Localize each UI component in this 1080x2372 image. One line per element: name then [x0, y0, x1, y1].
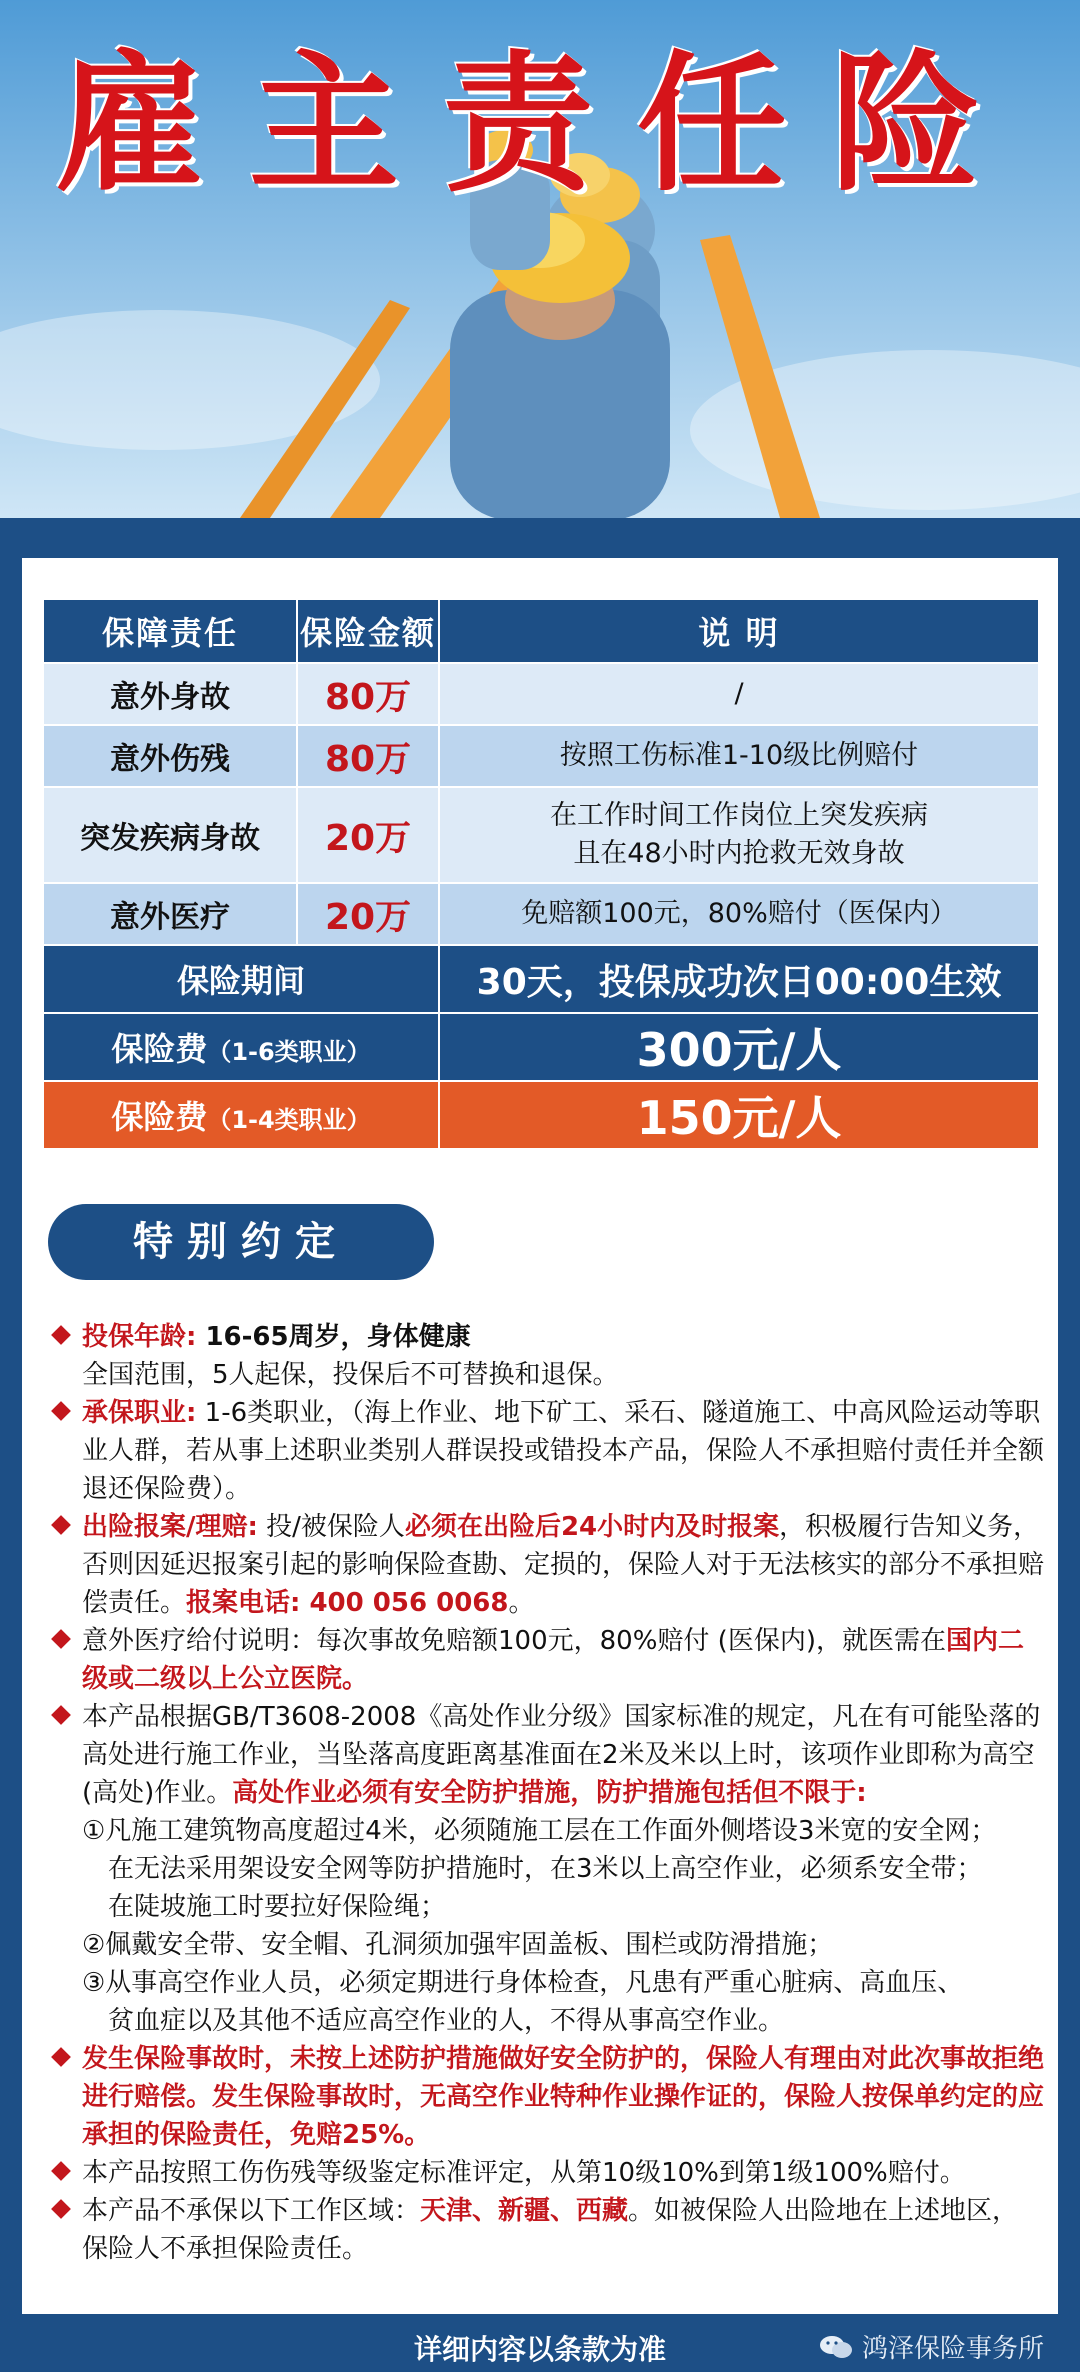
period-row [43, 945, 1039, 1013]
list-item: 本产品根据GB/T3608-2008《高处作业分级》国家标准的规定，凡在有可能坠落的高处进行施工作业，当坠落高度距离基准面在2米及米以上时，该项作业即称为高空 (高处)作业。高处作业必须有安全防护措施，防护措施包括但不限于: [48, 1698, 1044, 1812]
list-item: 投保年龄: 16-65周岁，身体健康 全国范围，5人起保，投保后不可替换和退保。 [48, 1318, 1044, 1394]
watermark-text: 鸿泽保险事务所 [861, 2334, 1044, 2364]
watermark [818, 2328, 1044, 2365]
header-amount: 保险金额 [297, 599, 439, 663]
premium-note: （1-6类职业） [207, 1038, 371, 1066]
premium-row-1 [43, 1013, 1039, 1081]
hero-title: 雇主责任险 [54, 38, 1025, 212]
list-item: 发生保险事故时，未按上述防护措施做好安全防护的，保险人有理由对此次事故拒绝进行赔偿。发生保险事故时，无高空作业特种作业操作证的，保险人按保单约定的应承担的保险责任，免赔25%。 [48, 2040, 1044, 2154]
table-row: 意外身故 80万 / [43, 663, 1039, 725]
wechat-icon [818, 2334, 854, 2360]
desc-line: 且在48小时内抢救无效身故 [573, 838, 905, 869]
table-header-row [43, 599, 1039, 663]
hero-banner [0, 0, 1080, 518]
measure-item: ①凡施工建筑物高度超过4米，必须随施工层在工作面外侧塔设3米宽的安全网； [82, 1816, 997, 1846]
measure-item: ②佩戴安全带、安全帽、孔洞须加强牢固盖板、围栏或防滑措施； [82, 1930, 834, 1960]
diamond-bullet-icon [51, 1705, 71, 1725]
list-item: 出险报案/理赔: 投/被保险人必须在出险后24小时内及时报案，积极履行告知义务，否则因延迟报案引起的影响保险查勘、定损的，保险人对于无法核实的部分不承担赔偿责任。报案电话: 400 056 0068。 [48, 1508, 1044, 1622]
premium-value: 300元/人 [439, 1013, 1039, 1081]
table-row: 意外医疗 20万 免赔额100元，80%赔付（医保内） [43, 883, 1039, 945]
table-row: 突发疾病身故 20万 在工作时间工作岗位上突发疾病 且在48小时内抢救无效身故 [43, 787, 1039, 883]
premium-note: （1-4类职业） [207, 1106, 371, 1134]
list-item: 承保职业: 1-6类职业，（海上作业、地下矿工、采石、隧道施工、中高风险运动等职业人群，若从事上述职业类别人群误投或错投本产品，保险人不承担赔付责任并全额退还保险费）。 [48, 1394, 1044, 1508]
diamond-bullet-icon [51, 2047, 71, 2067]
premium-label: 保险费 [111, 1098, 208, 1136]
special-terms-title: 特别约定 [48, 1204, 434, 1280]
premium-row-2 [43, 1081, 1039, 1149]
diamond-bullet-icon [51, 1401, 71, 1421]
measure-item: 在无法采用架设安全网等防护措施时，在3米以上高空作业，必须系安全带； [108, 1854, 983, 1884]
header-description: 说 明 [439, 599, 1039, 663]
premium-value: 150元/人 [439, 1081, 1039, 1149]
period-label: 保险期间 [43, 945, 439, 1013]
list-item: 本产品不承保以下工作区域：天津、新疆、西藏。如被保险人出险地在上述地区，保险人不承担保险责任。 [48, 2192, 1044, 2268]
period-value: 30天，投保成功次日00:00生效 [439, 945, 1039, 1013]
diamond-bullet-icon [51, 1629, 71, 1649]
diamond-bullet-icon [51, 2199, 71, 2219]
table-row: 意外伤残 80万 按照工伤标准1-10级比例赔付 [43, 725, 1039, 787]
diamond-bullet-icon [51, 1325, 71, 1345]
measure-item: 在陡坡施工时要拉好保险绳； [108, 1892, 447, 1922]
footer [0, 2322, 1080, 2372]
diamond-bullet-icon [51, 1515, 71, 1535]
footer-note: 详细内容以条款为准 [413, 2333, 666, 2366]
claims-phone: 报案电话: 400 056 0068 [186, 1588, 509, 1618]
premium-label: 保险费 [111, 1030, 208, 1068]
diamond-bullet-icon [51, 2161, 71, 2181]
desc-line: 在工作时间工作岗位上突发疾病 [550, 800, 928, 831]
measure-item: ③从事高空作业人员，必须定期进行身体检查，凡患有严重心脏病、高血压、 [82, 1968, 964, 1998]
measure-item: 贫血症以及其他不适应高空作业的人，不得从事高空作业。 [108, 2006, 785, 2036]
list-item: 本产品按照工伤伤残等级鉴定标准评定，从第10级10%到第1级100%赔付。 [48, 2154, 1044, 2192]
list-item: 意外医疗给付说明：每次事故免赔额100元，80%赔付 (医保内)，就医需在国内二级或二级以上公立医院。 [48, 1622, 1044, 1698]
header-coverage: 保障责任 [43, 599, 297, 663]
content-card [22, 558, 1058, 2314]
special-terms-list [48, 1318, 1044, 2268]
coverage-table [42, 598, 1040, 1150]
